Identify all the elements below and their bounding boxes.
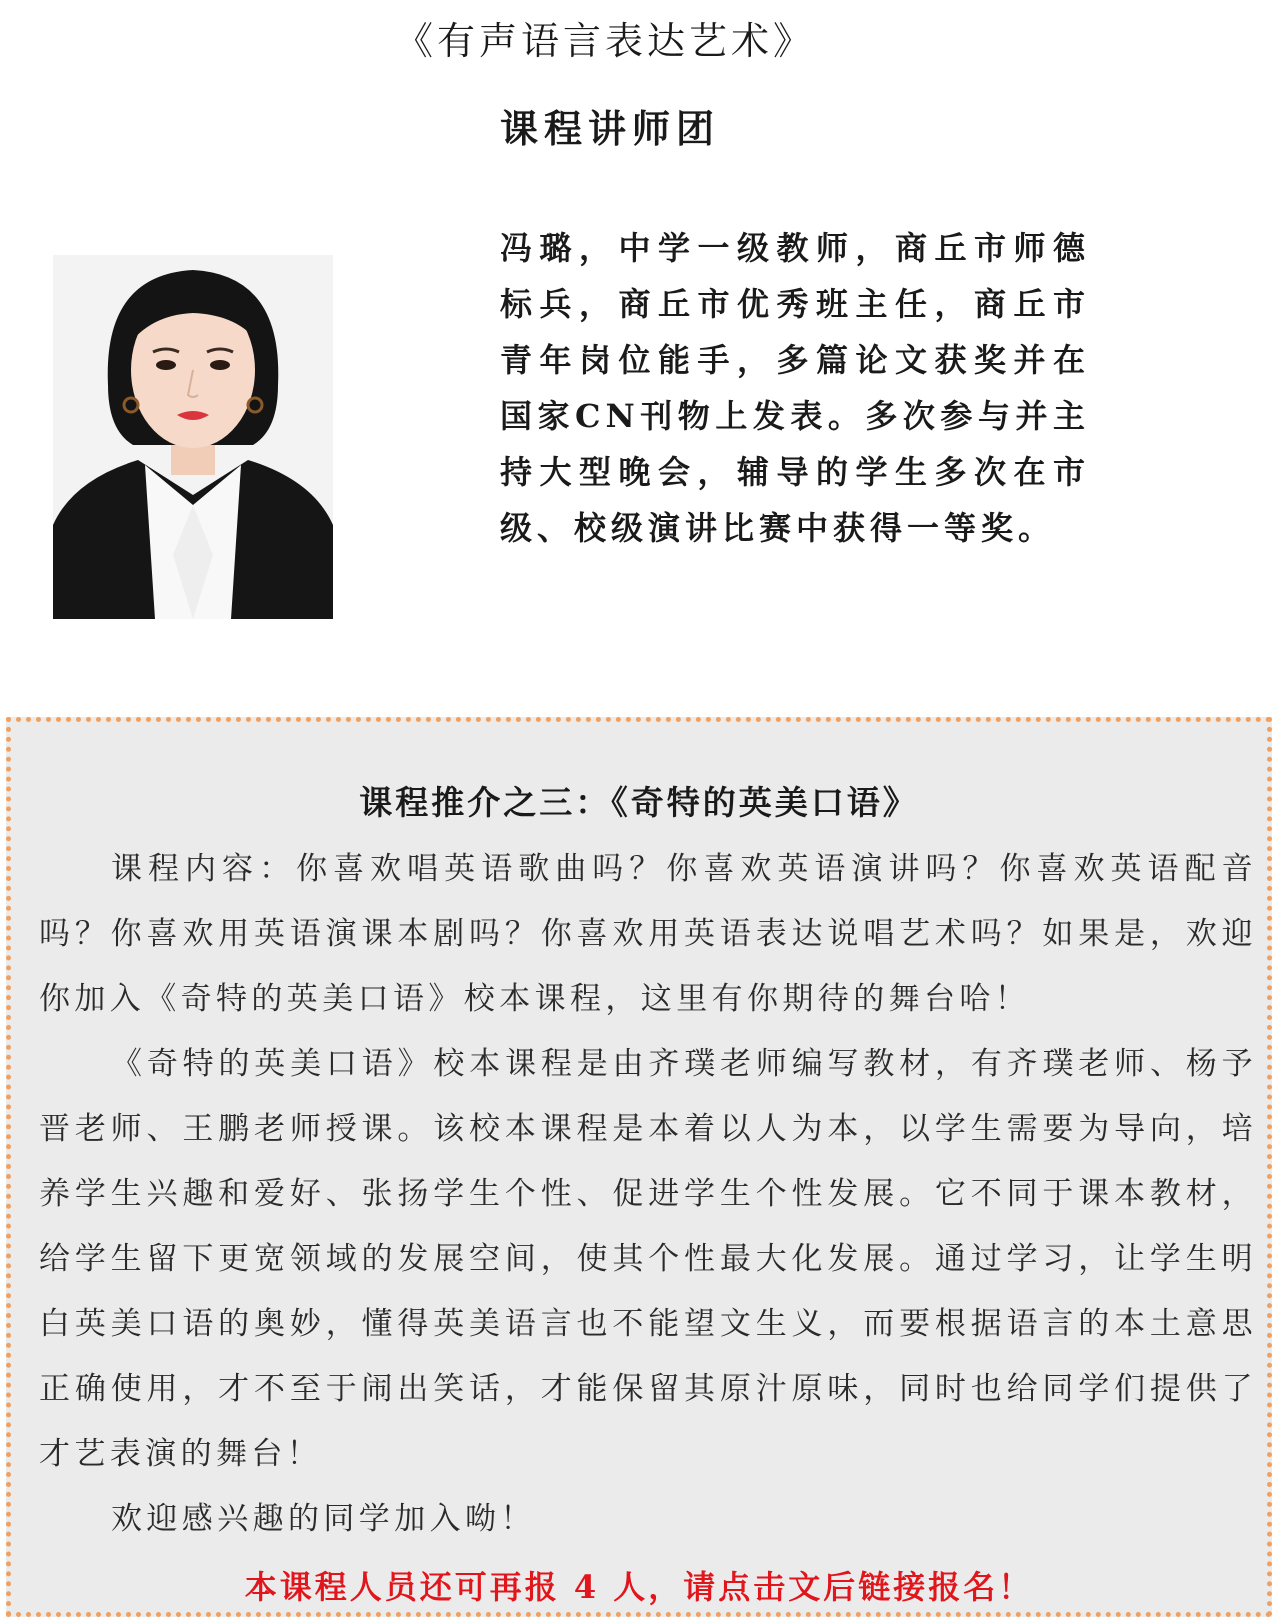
teacher-name: 冯璐， — [500, 229, 619, 267]
course-recommendation-box — [6, 717, 1272, 1617]
recommendation-heading: 课程推介之三：《奇特的英美口语》 — [359, 783, 919, 822]
portrait-image — [53, 255, 333, 619]
welcome-paragraph: 欢迎感兴趣的同学加入呦！ — [111, 1501, 536, 1537]
teacher-bio-text: 中学一级教师，商丘市师德标兵，商丘市优秀班主任，商丘市青年岗位能手，多篇论文获奖并在国家CN刊物上发表。多次参与并主持大型晚会，辅导的学生多次在市级、校级演讲比赛中获得一等奖。 — [500, 229, 1090, 547]
enrollment-notice: 本课程人员还可再报 4 人，请点击文后链接报名！ — [244, 1568, 1034, 1606]
teacher-photo — [53, 255, 333, 619]
team-heading: 课程讲师团 — [500, 106, 721, 151]
course-content-paragraph: 课程内容：你喜欢唱英语歌曲吗？你喜欢英语演讲吗？你喜欢英语配音吗？你喜欢用英语演课本剧吗？你喜欢用英语表达说唱艺术吗？如果是，欢迎你加入《奇特的英美口语》校本课程，这里有你期待的舞台哈！ — [39, 851, 1257, 1017]
course-description-paragraph: 《奇特的英美口语》校本课程是由齐璞老师编写教材，有齐璞老师、杨予晋老师、王鹏老师授课。该校本课程是本着以人为本，以学生需要为导向，培养学生兴趣和爱好、张扬学生个性、促进学生个性发展。它不同于课本教材，给学生留下更宽领域的发展空间，使其个性最大化发展。通过学习，让学生明白英美口语的奥妙，懂得英美语言也不能望文生义，而要根据语言的本土意思正确使用，才不至于闹出笑话，才能保留其原汁原味，同时也给同学们提供了才艺表演的舞台！ — [39, 1046, 1257, 1472]
teacher-bio — [500, 220, 1090, 556]
course-title: 《有声语言表达艺术》 — [394, 19, 815, 63]
